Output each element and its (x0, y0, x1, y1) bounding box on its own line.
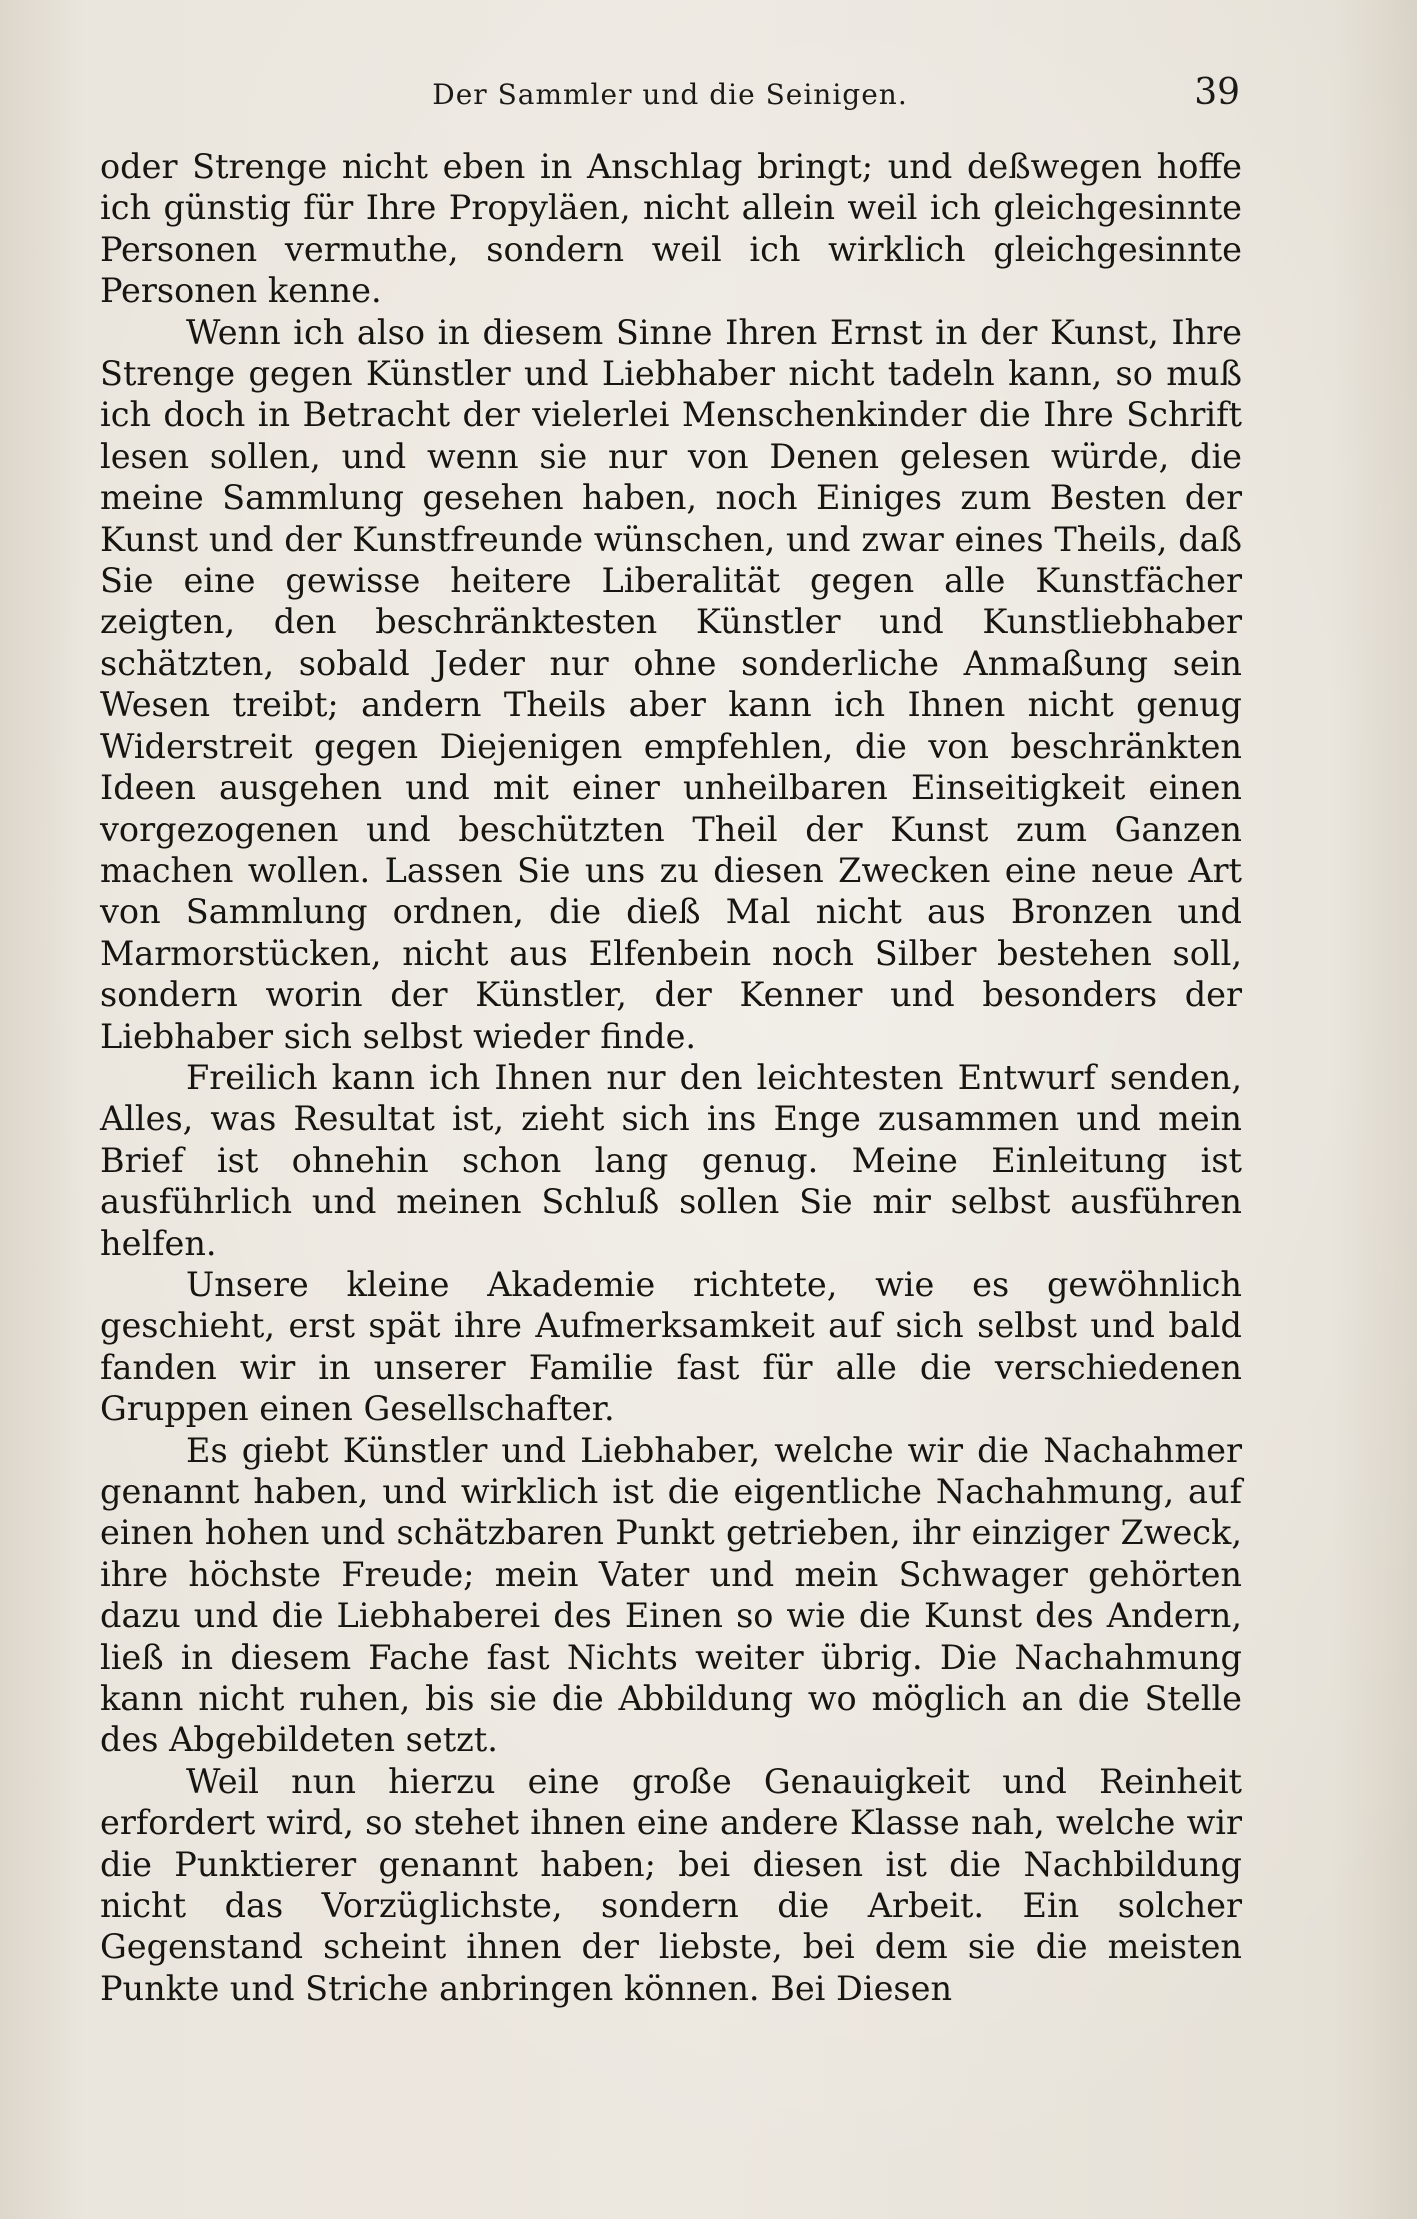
paragraph-continued: oder Strenge nicht eben in Anschlag bringt; und deßwegen hoffe ich günstig für Ihre Propyläen, nicht allein weil ich gleichgesinnte Personen vermuthe, sondern weil ich wirklich gleichgesinnte Personen kenne. (100, 147, 1242, 311)
body-text (100, 146, 1242, 2009)
paragraph: Weil nun hierzu eine große Genauigkeit und Reinheit erfordert wird, so stehet ihnen eine andere Klasse nah, welche wir die Punktierer genannt haben; bei diesen ist die Nachbildung nicht das Vorzüglichste, sondern die Arbeit. Ein solcher Gegenstand scheint ihnen der liebste, bei dem sie die meisten Punkte und Striche anbringen können. Bei Diesen (100, 1761, 1242, 2008)
paragraph: Freilich kann ich Ihnen nur den leichtesten Entwurf senden, Alles, was Resultat ist, zieht sich ins Enge zusammen und mein Brief ist ohnehin schon lang genug. Meine Einleitung ist ausführlich und meinen Schluß sollen Sie mir selbst ausführen helfen. (100, 1057, 1242, 1263)
page-number: 39 (1194, 72, 1240, 113)
paragraph: Es giebt Künstler und Liebhaber, welche wir die Nachahmer genannt haben, und wirklich ist die eigentliche Nachahmung, auf einen hohen und schätzbaren Punkt getrieben, ihr einziger Zweck, ihre höchste Freude; mein Vater und mein Schwager gehörten dazu und die Liebhaberei des Einen so wie die Kunst des Andern, ließ in diesem Fache fast Nichts weiter übrig. Die Nachahmung kann nicht ruhen, bis sie die Abbildung wo möglich an die Stelle des Abgebildeten setzt. (100, 1430, 1242, 1760)
paragraph: Wenn ich also in diesem Sinne Ihren Ernst in der Kunst, Ihre Strenge gegen Künstler und Liebhaber nicht tadeln kann, so muß ich doch in Betracht der vielerlei Menschenkinder die Ihre Schrift lesen sollen, und wenn sie nur von Denen gelesen würde, die meine Sammlung gesehen haben, noch Einiges zum Besten der Kunst und der Kunstfreunde wünschen, und zwar eines Theils, daß Sie eine gewisse heitere Liberalität gegen alle Kunstfächer zeigten, den beschränktesten Künstler und Kunstliebhaber schätzten, sobald Jeder nur ohne sonderliche Anmaßung sein Wesen treibt; andern Theils aber kann ich Ihnen nicht genug Widerstreit gegen Diejenigen empfehlen, die von beschränkten Ideen ausgehen und mit einer unheilbaren Einseitigkeit einen vorgezogenen und beschützten Theil der Kunst zum Ganzen machen wollen. Lassen Sie uns zu diesen Zwecken eine neue Art von Sammlung ordnen, die dieß Mal nicht aus Bronzen und Marmorstücken, nicht aus Elfenbein noch Silber bestehen soll, sondern worin der Künstler, der Kenner und besonders der Liebhaber sich selbst wieder finde. (100, 312, 1242, 1056)
page-header (100, 70, 1240, 122)
running-title: Der Sammler und die Seinigen. (432, 78, 908, 111)
paragraph: Unsere kleine Akademie richtete, wie es gewöhnlich geschieht, erst spät ihre Aufmerksamkeit auf sich selbst und bald fanden wir in unserer Familie fast für alle die verschiedenen Gruppen einen Gesellschafter. (100, 1264, 1242, 1429)
